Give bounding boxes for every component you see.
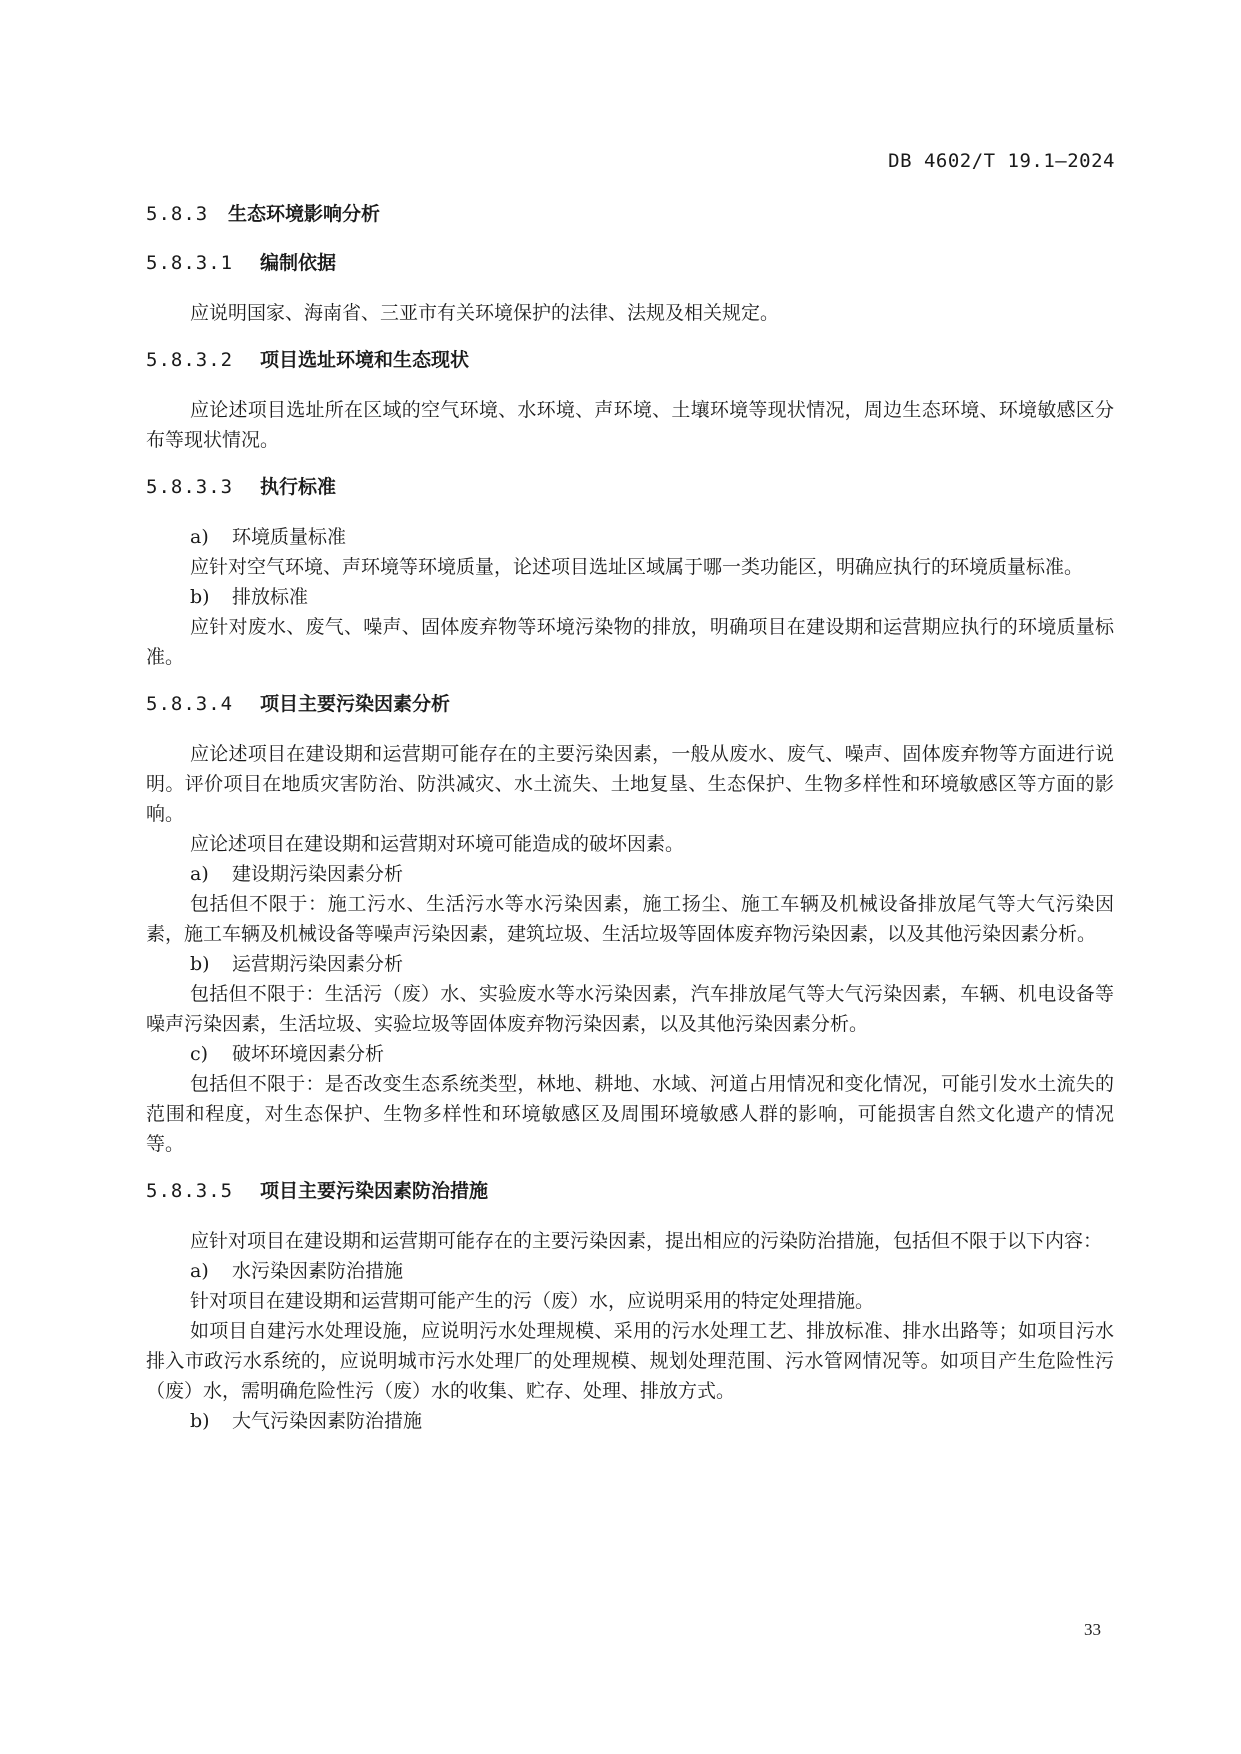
list-marker: b) [190,1410,210,1432]
list-item-label: 环境质量标准 [232,526,347,548]
paragraph: 如项目自建污水处理设施，应说明污水处理规模、采用的污水处理工艺、排放标准、排水出路等；如项目污水排入市政污水系统的，应说明城市污水处理厂的处理规模、规划处理范围、污水管网情况等。如项目产生危险性污（废）水，需明确危险性污（废）水的收集、贮存、处理、排放方式。 [146,1320,1114,1402]
list-item-label: 运营期污染因素分析 [232,953,404,975]
heading-5-8-3-2 [146,346,1114,374]
page-number: 33 [1084,1620,1101,1639]
list-item-a [146,1256,1114,1286]
paragraph: 应说明国家、海南省、三亚市有关环境保护的法律、法规及相关规定。 [190,302,780,324]
heading-5-8-3-1 [146,249,1114,277]
section-5-8-3-3-body [146,522,1114,672]
heading-5-8-3 [146,200,1114,228]
section-5-8-3-5-body [146,1226,1114,1436]
paragraph: 应论述项目在建设期和运营期可能存在的主要污染因素，一般从废水、废气、噪声、固体废弃物等方面进行说明。评价项目在地质灾害防治、防洪减灾、水土流失、土地复垦、生态保护、生物多样性和环境敏感区等方面的影响。 [146,743,1114,825]
list-marker: a) [190,1260,209,1282]
list-item-label: 大气污染因素防治措施 [232,1410,423,1432]
heading-number: 5.8.3 [146,203,209,225]
list-item-label: 水污染因素防治措施 [232,1260,404,1282]
paragraph: 应论述项目在建设期和运营期对环境可能造成的破坏因素。 [190,833,685,855]
heading-5-8-3-5 [146,1177,1114,1205]
section-5-8-3-4-body [146,739,1114,1159]
list-item-c [146,1039,1114,1069]
heading-5-8-3-3 [146,473,1114,501]
paragraph: 包括但不限于：是否改变生态系统类型，林地、耕地、水域、河道占用情况和变化情况，可能引发水土流失的范围和程度，对生态保护、生物多样性和环境敏感区及周围环境敏感人群的影响，可能损害自然文化遗产的情况等。 [146,1073,1114,1155]
heading-title: 项目主要污染因素分析 [260,693,451,715]
heading-number: 5.8.3.4 [146,693,234,715]
heading-title: 生态环境影响分析 [228,203,381,225]
list-item-a [146,859,1114,889]
heading-number: 5.8.3.3 [146,476,234,498]
list-item-b [146,582,1114,612]
section-5-8-3-1-body [146,298,1114,328]
list-marker: c) [190,1043,209,1065]
list-marker: a) [190,526,209,548]
paragraph: 应论述项目选址所在区域的空气环境、水环境、声环境、土壤环境等现状情况，周边生态环境、环境敏感区分布等现状情况。 [146,399,1114,451]
paragraph: 应针对空气环境、声环境等环境质量，论述项目选址区域属于哪一类功能区，明确应执行的环境质量标准。 [190,556,1084,578]
paragraph: 包括但不限于：生活污（废）水、实验废水等水污染因素，汽车排放尾气等大气污染因素，车辆、机电设备等噪声污染因素，生活垃圾、实验垃圾等固体废弃物污染因素，以及其他污染因素分析。 [146,983,1114,1035]
document-body [146,200,1114,1436]
list-item-a [146,522,1114,552]
list-item-label: 建设期污染因素分析 [232,863,404,885]
document-code: DB 4602/T 19.1—2024 [888,150,1115,172]
list-item-b [146,949,1114,979]
heading-title: 项目主要污染因素防治措施 [260,1180,489,1202]
list-item-label: 排放标准 [232,586,309,608]
heading-title: 项目选址环境和生态现状 [260,349,470,371]
paragraph: 应针对废水、废气、噪声、固体废弃物等环境污染物的排放，明确项目在建设期和运营期应执行的环境质量标准。 [146,616,1114,668]
heading-title: 执行标准 [260,476,337,498]
section-5-8-3-2-body [146,395,1114,455]
list-item-b [146,1406,1114,1436]
list-item-label: 破坏环境因素分析 [232,1043,385,1065]
heading-number: 5.8.3.2 [146,349,234,371]
paragraph: 包括但不限于：施工污水、生活污水等水污染因素，施工扬尘、施工车辆及机械设备排放尾气等大气污染因素，施工车辆及机械设备等噪声污染因素，建筑垃圾、生活垃圾等固体废弃物污染因素，以及其他污染因素分析。 [146,893,1114,945]
paragraph: 应针对项目在建设期和运营期可能存在的主要污染因素，提出相应的污染防治措施，包括但不限于以下内容： [190,1230,1103,1252]
heading-5-8-3-4 [146,690,1114,718]
heading-number: 5.8.3.5 [146,1180,234,1202]
heading-number: 5.8.3.1 [146,252,234,274]
list-marker: b) [190,953,210,975]
heading-title: 编制依据 [260,252,337,274]
list-marker: b) [190,586,210,608]
paragraph: 针对项目在建设期和运营期可能产生的污（废）水，应说明采用的特定处理措施。 [190,1290,875,1312]
list-marker: a) [190,863,209,885]
